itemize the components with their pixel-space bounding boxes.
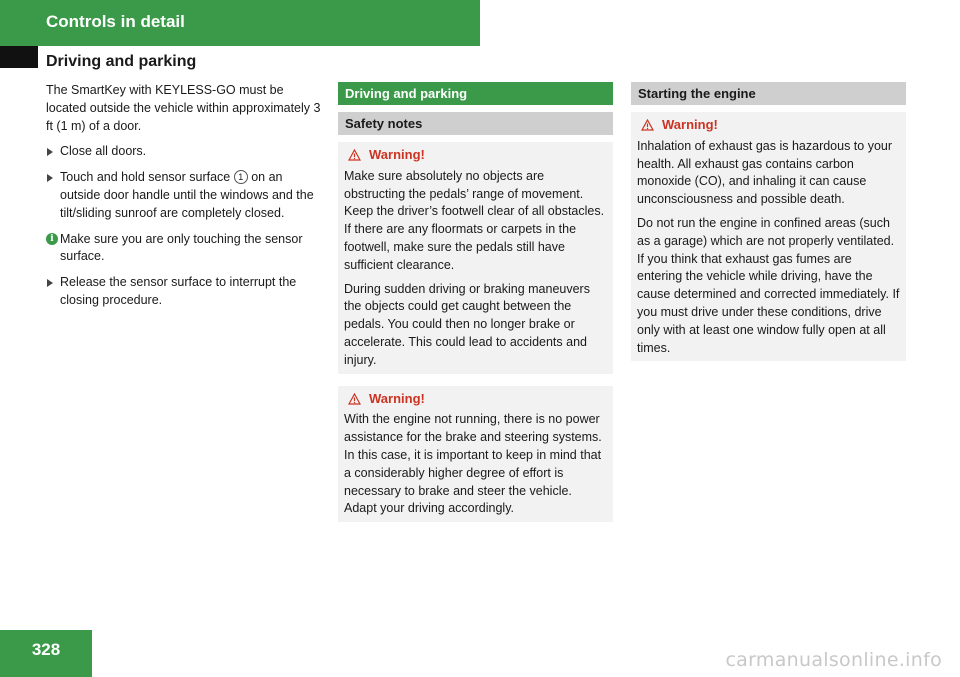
middle-column <box>338 82 613 534</box>
step-item <box>46 169 324 222</box>
left-column <box>46 82 324 318</box>
warning-box <box>631 112 906 361</box>
step-arrow-icon <box>47 174 53 182</box>
section-marker-tab <box>0 46 38 68</box>
warning-paragraph: Do not run the engine in confined areas (such as a garage) which are not properly ventilated. If you think that exhaust gas fumes are entering the vehicle while driving, have the cause determined and corrected immediately. If you must drive under these conditions, drive only with at least one window fully open at all times. <box>637 215 900 355</box>
info-text: Make sure you are only touching the sensor surface. <box>60 231 303 264</box>
info-note <box>46 231 324 267</box>
step-text: Touch and hold sensor surface 1 on an outside door handle until the windows and the tilt/sliding sunroof are completely closed. <box>60 170 314 220</box>
info-icon: i <box>46 233 58 245</box>
warning-paragraph: Make sure absolutely no objects are obstructing the pedals’ range of movement. Keep the driver’s footwell clear of all obstacles. If there are any floormats or carpets in the footwell, make sure the pedals still have sufficient clearance. <box>344 168 605 272</box>
heading-driving-and-parking: Driving and parking <box>338 82 613 105</box>
callout-number-icon: 1 <box>234 170 248 184</box>
chapter-title: Controls in detail <box>46 12 185 31</box>
right-column <box>631 82 906 373</box>
warning-header <box>637 116 900 136</box>
intro-paragraph: The SmartKey with KEYLESS-GO must be located outside the vehicle within approximately 3 ft (1 m) of a door. <box>46 83 321 133</box>
warning-triangle-icon <box>348 392 361 410</box>
heading-starting-the-engine: Starting the engine <box>631 82 906 105</box>
step-item <box>46 143 324 161</box>
warning-label: Warning! <box>662 117 718 132</box>
page-number-box <box>0 630 92 677</box>
section-title: Driving and parking <box>46 53 197 70</box>
warning-box <box>338 142 613 374</box>
warning-label: Warning! <box>369 390 425 406</box>
warning-paragraph: Inhalation of exhaust gas is hazardous to your health. All exhaust gas contains carbon monoxide (CO), and inhaling it can cause unconsciousness and possible death. <box>637 138 893 207</box>
warning-paragraph: With the engine not running, there is no power assistance for the brake and steering systems. In this case, it is important to keep in mind that a considerably higher degree of effort is necessary to brake and steer the vehicle. Adapt your driving accordingly. <box>344 412 602 516</box>
warning-label: Warning! <box>369 147 425 162</box>
warning-paragraph: During sudden driving or braking maneuvers the objects could get caught between the pedals. You could then no longer brake or accelerate. This could lead to accidents and injury. <box>344 281 590 367</box>
step-text: Close all doors. <box>60 144 147 159</box>
step-item <box>46 274 324 310</box>
step-arrow-icon <box>47 279 53 287</box>
warning-header <box>344 390 607 410</box>
warning-triangle-icon <box>348 148 361 166</box>
page-number: 328 <box>31 640 61 659</box>
warning-box <box>338 386 613 523</box>
subheading-safety-notes: Safety notes <box>338 112 613 135</box>
warning-triangle-icon <box>641 118 654 136</box>
step-text: Release the sensor surface to interrupt the closing procedure. <box>60 275 297 307</box>
watermark-text: carmanualsonline.info <box>725 649 942 671</box>
step-arrow-icon <box>47 148 53 156</box>
warning-header <box>344 146 607 166</box>
